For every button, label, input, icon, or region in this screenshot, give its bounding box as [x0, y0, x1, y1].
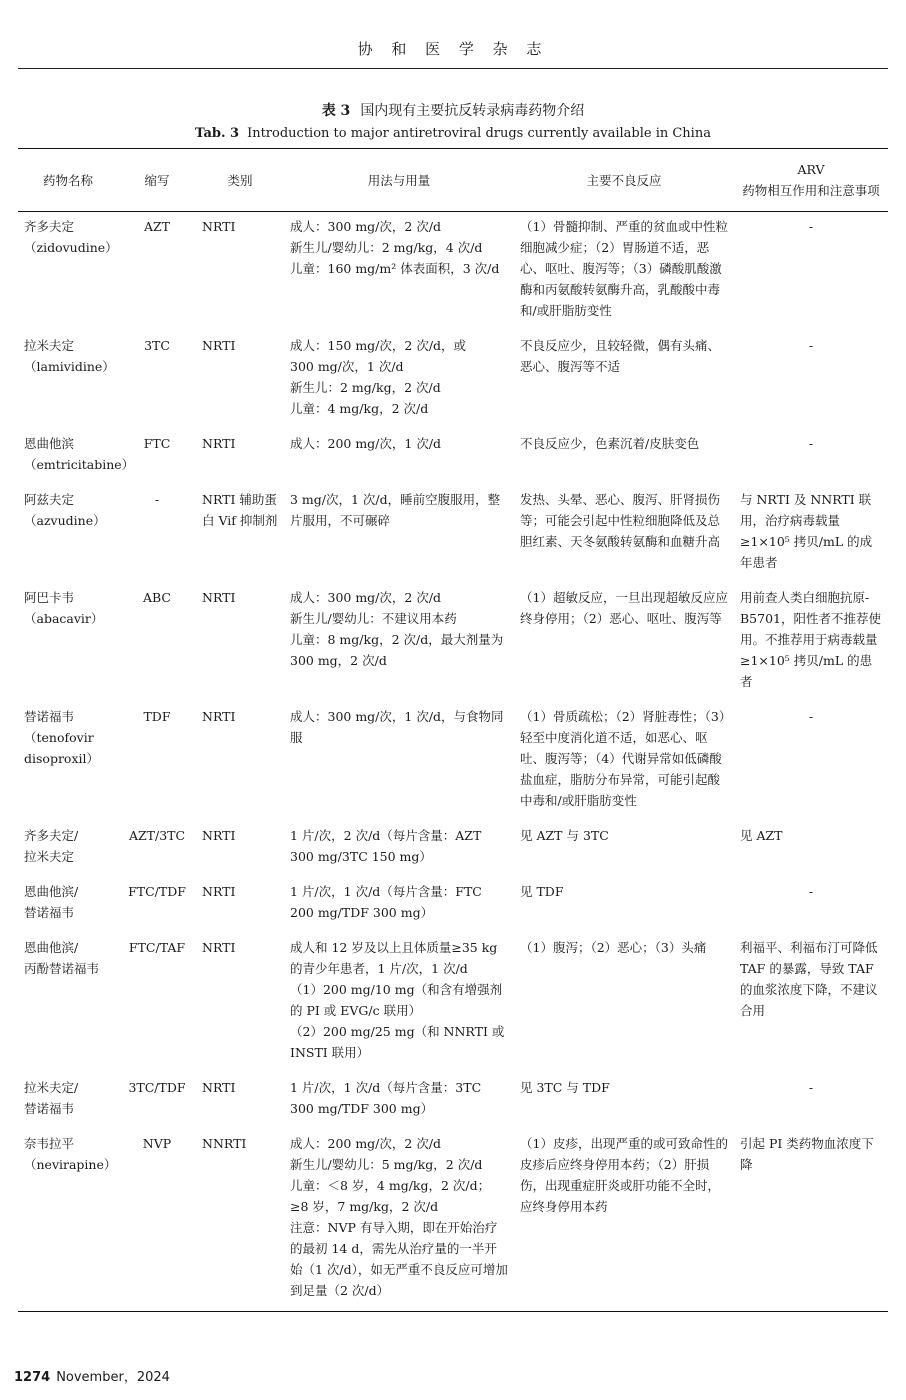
cell-class: NNRTI [196, 1129, 284, 1312]
table-row [18, 1129, 888, 1312]
cell-class: NRTI [202, 884, 236, 899]
cell-adverse-reactions: 见 3TC 与 TDF [520, 1080, 610, 1095]
cell-adverse-reactions: 见 AZT 与 3TC [520, 828, 609, 843]
cell-adverse-reactions: 不良反应少，且较轻微，偶有头痛、恶心、腹泻等不适 [520, 338, 721, 374]
cell-drug-name: 阿巴卡韦 （abacavir） [24, 590, 104, 626]
table-label-en: Tab. 3 [195, 126, 240, 141]
table-title-cn [0, 100, 906, 120]
cell-drug-name: 齐多夫定 （zidovudine） [24, 219, 118, 255]
cell-interactions: - [808, 436, 814, 451]
table-row [18, 212, 888, 332]
journal-running-head: 协 和 医 学 杂 志 [357, 40, 549, 58]
cell-dosage: 3 mg/次，1 次/d，睡前空腹服用，整片服用，不可碾碎 [290, 492, 501, 528]
cell-drug-name: 拉米夫定 （lamividine） [24, 338, 115, 374]
page-footer [14, 1366, 170, 1385]
cell-adverse-reactions: （1）骨质疏松；（2）肾脏毒性；（3）轻至中度消化道不适，如恶心、呕吐、腹泻等；（4）代谢异常如低磷酸盐血症，脂肪分布异常，可能引起酸中毒和/或肝脂肪变性 [520, 709, 726, 808]
cell-adverse-reactions: （1）腹泻；（2）恶心；（3）头痛 [520, 940, 707, 955]
cell-drug-name: 齐多夫定/ 拉米夫定 [24, 828, 79, 864]
col-header-adverse-reactions: 主要不良反应 [514, 149, 734, 212]
issue-date: November，2024 [56, 1370, 170, 1385]
cell-dosage: 成人：200 mg/次，1 次/d [290, 436, 442, 451]
cell-interactions: - [808, 219, 814, 234]
table-row [18, 1073, 888, 1129]
cell-adverse-reactions: （1）皮疹，出现严重的或可致命性的皮疹后应终身停用本药；（2）肝损伤，出现重症肝炎或肝功能不全时，应终身停用本药 [514, 1129, 734, 1312]
cell-dosage: 成人：300 mg/次，1 次/d，与食物同服 [290, 709, 504, 745]
cell-adverse-reactions: （1）骨髓抑制、严重的贫血或中性粒细胞减少症；（2）胃肠道不适，恶心、呕吐、腹泻等；（3）磷酸肌酸激酶和丙氨酸转氨酶升高，乳酸酸中毒和/或肝脂肪变性 [520, 219, 728, 318]
cell-abbreviation: ABC [142, 590, 171, 605]
table-row [18, 583, 888, 702]
cell-dosage: 1 片/次，1 次/d（每片含量：FTC 200 mg/TDF 300 mg） [290, 884, 482, 920]
table-header-row [18, 149, 888, 212]
col-header-interactions: ARV 药物相互作用和注意事项 [734, 149, 888, 212]
cell-abbreviation: FTC [143, 436, 171, 451]
page-number: 1274 [14, 1370, 51, 1385]
cell-adverse-reactions: 见 TDF [520, 884, 564, 899]
cell-drug-name: 奈韦拉平 （nevirapine） [18, 1129, 118, 1312]
table-title-en [0, 126, 906, 141]
cell-class: NRTI [202, 709, 236, 724]
cell-interactions: - [808, 1080, 814, 1095]
col-header-abbreviation: 缩写 [118, 149, 196, 212]
table-row [18, 933, 888, 1073]
drug-table [18, 148, 888, 1312]
cell-abbreviation: FTC/TDF [128, 884, 186, 899]
cell-drug-name: 恩曲他滨/ 替诺福韦 [24, 884, 79, 920]
cell-dosage: 成人：300 mg/次，2 次/d 新生儿/婴幼儿：2 mg/kg，4 次/d 儿童：160 mg/m² 体表面积，3 次/d [290, 219, 500, 276]
table-title-cn-text: 国内现有主要抗反转录病毒药物介绍 [360, 103, 585, 119]
cell-interactions: - [808, 709, 814, 724]
col-header-class: 类别 [196, 149, 284, 212]
cell-dosage: 成人：150 mg/次，2 次/d，或 300 mg/次，1 次/d 新生儿：2 mg/kg，2 次/d 儿童：4 mg/kg，2 次/d [290, 338, 467, 416]
table-row [18, 429, 888, 485]
cell-abbreviation: 3TC [144, 338, 170, 353]
cell-class: NRTI [202, 338, 236, 353]
cell-abbreviation: AZT [143, 219, 171, 234]
cell-drug-name: 拉米夫定/ 替诺福韦 [24, 1080, 79, 1116]
table-row [18, 485, 888, 583]
table-row [18, 331, 888, 429]
cell-interactions: - [808, 338, 814, 353]
cell-drug-name: 替诺福韦 （tenofovir disoproxil） [24, 709, 99, 766]
cell-interactions: 与 NRTI 及 NNRTI 联用，治疗病毒载量≥1×10⁵ 拷贝/mL 的成年患者 [740, 492, 873, 570]
cell-class: NRTI [202, 828, 236, 843]
table-row [18, 702, 888, 821]
cell-drug-name: 阿兹夫定 （azvudine） [24, 492, 106, 528]
cell-interactions: 引起 PI 类药物血浓度下降 [734, 1129, 888, 1312]
table-row [18, 877, 888, 933]
cell-interactions: 用前查人类白细胞抗原-B5701，阳性者不推荐使用。不推荐用于病毒载量≥1×10⁵ 拷贝/mL 的患者 [740, 590, 881, 689]
cell-class: NRTI [202, 436, 236, 451]
table-title-en-text: Introduction to major antiretroviral drugs currently available in China [247, 126, 711, 141]
cell-dosage: 1 片/次，1 次/d（每片含量：3TC 300 mg/TDF 300 mg） [290, 1080, 482, 1116]
cell-abbreviation: NVP [118, 1129, 196, 1312]
cell-class: NRTI [202, 1080, 236, 1095]
cell-interactions: 见 AZT [740, 828, 783, 843]
cell-abbreviation: AZT/3TC [128, 828, 186, 843]
cell-drug-name: 恩曲他滨/ 丙酚替诺福韦 [24, 940, 100, 976]
cell-class: NRTI [202, 940, 236, 955]
col-header-dosage: 用法与用量 [284, 149, 514, 212]
cell-adverse-reactions: （1）超敏反应，一旦出现超敏反应应终身停用；（2）恶心、呕吐、腹泻等 [520, 590, 728, 626]
cell-class: NRTI 辅助蛋白 Vif 抑制剂 [202, 492, 278, 528]
cell-abbreviation: FTC/TAF [128, 940, 186, 955]
cell-drug-name: 恩曲他滨 （emtricitabine） [24, 436, 135, 472]
cell-interactions: - [808, 884, 814, 899]
cell-interactions: 利福平、利福布汀可降低 TAF 的暴露，导致 TAF 的血浆浓度下降，不建议合用 [740, 940, 878, 1018]
cell-abbreviation: TDF [143, 709, 171, 724]
cell-dosage: 成人：300 mg/次，2 次/d 新生儿/婴幼儿：不建议用本药 儿童：8 mg/kg，2 次/d，最大剂量为 300 mg，2 次/d [290, 590, 504, 668]
cell-class: NRTI [202, 590, 236, 605]
col-header-drug-name: 药物名称 [18, 149, 118, 212]
cell-adverse-reactions: 发热、头晕、恶心、腹泻、肝肾损伤等；可能会引起中性粒细胞降低及总胆红素、天冬氨酸转氨酶和血糖升高 [520, 492, 721, 549]
cell-adverse-reactions: 不良反应少，色素沉着/皮肤变色 [520, 436, 700, 451]
cell-class: NRTI [202, 219, 236, 234]
header-rule [18, 68, 888, 69]
cell-dosage: 1 片/次，2 次/d（每片含量：AZT 300 mg/3TC 150 mg） [290, 828, 482, 864]
table-row [18, 821, 888, 877]
table-label-cn: 表 3 [321, 103, 351, 119]
cell-abbreviation: 3TC/TDF [128, 1080, 186, 1095]
cell-dosage: 成人和 12 岁及以上且体质量≥35 kg 的青少年患者，1 片/次，1 次/d （1）200 mg/10 mg（和含有增强剂的 PI 或 EVG/c 联用） （2）200 mg/25 mg（和 NNRTI 或 INSTI 联用） [290, 940, 505, 1060]
cell-abbreviation: - [154, 492, 160, 507]
cell-dosage: 成人：200 mg/次，2 次/d 新生儿/婴幼儿：5 mg/kg，2 次/d 儿童：＜8 岁，4 mg/kg，2 次/d；≥8 岁，7 mg/kg，2 次/d 注意：NVP 有导入期，即在开始治疗的最初 14 d，需先从治疗量的一半开始（1 次/d），如无严重不良反应可增加到足量（2 次/d） [284, 1129, 514, 1312]
